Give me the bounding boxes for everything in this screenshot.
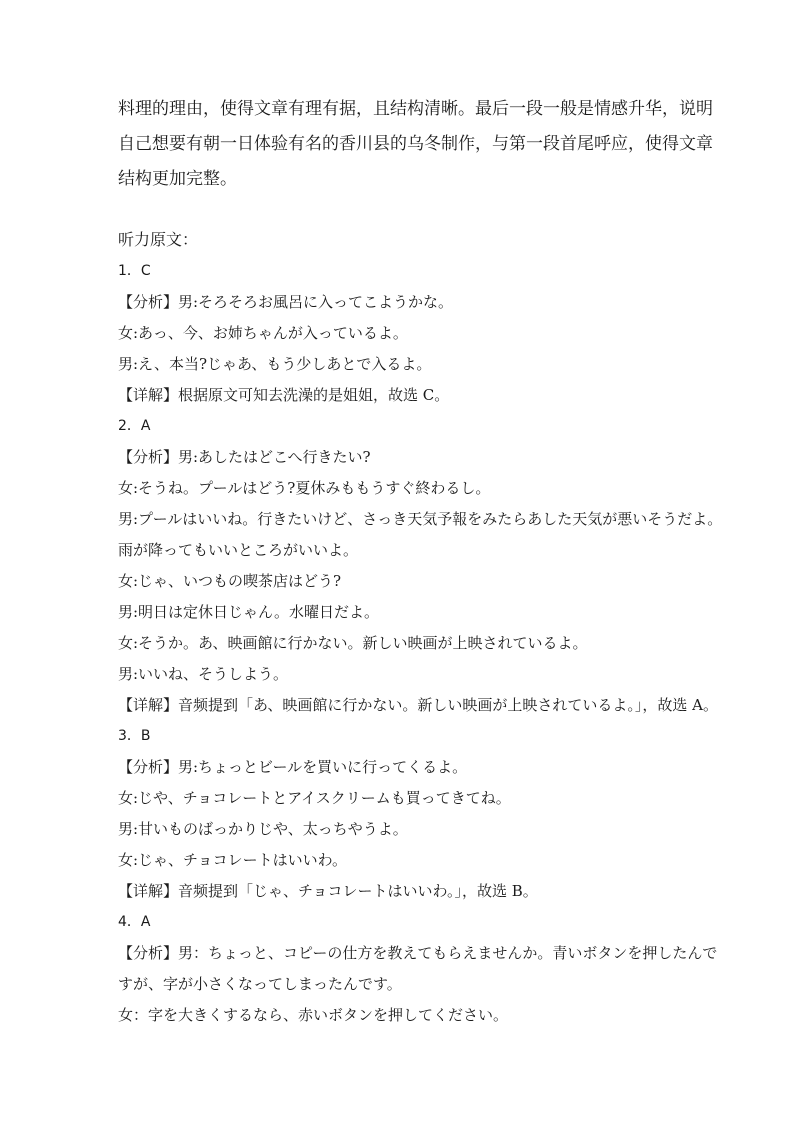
transcript-line: 男:え、本当?じゃあ、もう少しあとで入るよ。 (118, 355, 432, 373)
transcript-line: 雨が降ってもいいところがいいよ。 (118, 541, 359, 559)
intro-line: 料理的理由，使得文章有理有据，且结构清晰。最后一段一般是情感升华，说明 (118, 99, 713, 119)
transcript-line: 女：字を大きくするなら、赤いボタンを押してください。 (118, 1006, 509, 1024)
transcript-line: 男:いいね、そうしよう。 (118, 665, 289, 683)
question-number: 2．A (118, 418, 151, 434)
transcript-line: 女:そうね。プールはどう?夏休みももうすぐ終わるし。 (118, 479, 491, 497)
transcript-line: 【详解】音频提到「あ、映画館に行かない。新しい映画が上映されているよ。」，故选 A。 (118, 696, 719, 714)
transcript-line: 【分析】男:あしたはどこへ行きたい? (118, 448, 371, 466)
intro-paragraph (118, 92, 713, 197)
section-title: 听力原文： (118, 230, 199, 249)
transcript-line: すが、字が小さくなってしまったんです。 (118, 975, 402, 993)
question-number: 1．C (118, 263, 151, 279)
question-number: 4．A (118, 914, 151, 930)
transcript-line: 男:甘いものばっかりじや、太っちやうよ。 (118, 820, 408, 838)
transcript-line: 女:じゃ、チョコレートはいいわ。 (118, 851, 348, 869)
transcript-line: 【分析】男:そろそろお風呂に入ってこようかな。 (118, 293, 454, 311)
transcript-line: 女:じや、チョコレートとアイスクリームも買ってきてね。 (118, 789, 511, 807)
transcript-line: 男:明日は定休日じゃん。水曜日だよ。 (118, 603, 379, 621)
transcript-line: 女:あっ、今、お姉ちゃんが入っているよ。 (118, 324, 408, 342)
transcript-line: 【分析】男:ちょっとビールを買いに行ってくるよ。 (118, 758, 468, 776)
question-number: 3．B (118, 728, 151, 744)
transcript-list (118, 256, 723, 1031)
intro-line: 自己想要有朝一日体验有名的香川县的乌冬制作，与第一段首尾呼应，使得文章 (118, 134, 713, 154)
transcript-line: 女:じゃ、いつもの喫茶店はどう? (118, 572, 342, 590)
intro-line: 结构更加完整。 (118, 169, 237, 189)
transcript-line: 女:そうか。あ、映画館に行かない。新しい映画が上映されているよ。 (118, 634, 588, 652)
transcript-line: 【详解】根据原文可知去洗澡的是姐姐，故选 C。 (118, 386, 450, 404)
transcript-line: 【详解】音频提到「じゃ、チョコレートはいいわ。」，故选 B。 (118, 882, 538, 900)
transcript-line: 【分析】男：ちょっと、コピーの仕方を教えてもらえませんか。青いボタンを押したんで (118, 944, 718, 962)
transcript-line: 男:プールはいいね。行きたいけど、さっき天気予報をみたらあした天気が悪いそうだよ。 (118, 510, 723, 528)
